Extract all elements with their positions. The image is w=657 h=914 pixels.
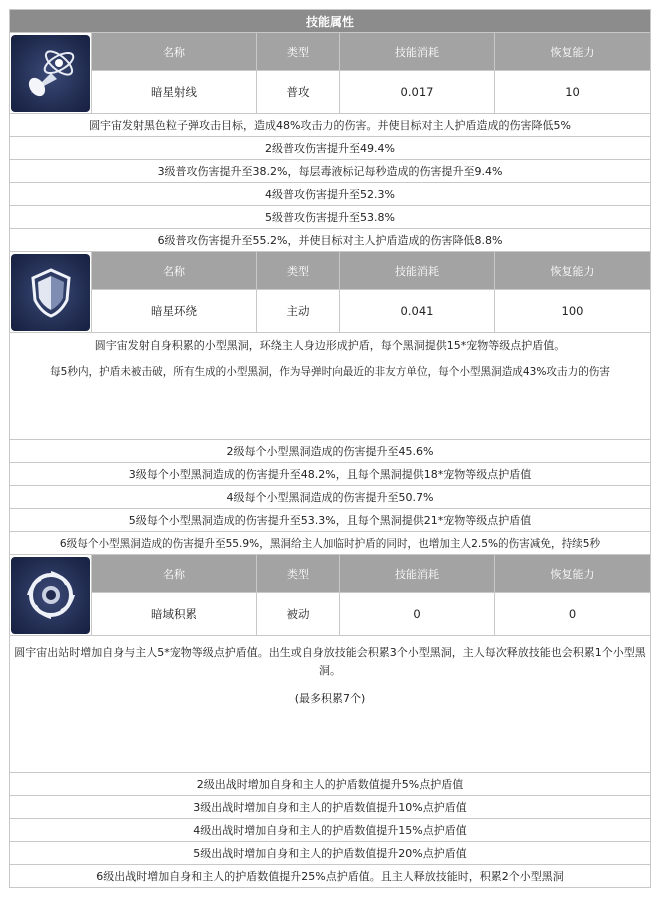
skill-2-level-6: 6级每个小型黑洞造成的伤害提升至55.9%，黑洞给主人加临时护盾的同时，也增加主人2.5%的伤害减免，持续5秒 (10, 532, 651, 555)
header-recover: 恢复能力 (495, 252, 651, 290)
skill-2-desc-line-1: 圆宇宙发射自身积累的小型黑洞，环绕主人身边形成护盾，每个黑洞提供15*宠物等级点护盾值。 (94, 339, 566, 352)
skill-1-type: 普攻 (257, 71, 340, 114)
skill-2-icon-cell (10, 252, 92, 333)
skill-3-type: 被动 (257, 593, 340, 636)
shield-orbit-icon (11, 254, 90, 331)
skill-3-desc-line-1: 圆宇宙出站时增加自身与主人5*宠物等级点护盾值。出生或自身放技能会积累3个小型黑洞，主人每次释放技能也会积累1个小型黑洞。 (14, 646, 646, 677)
skill-1-recover: 10 (495, 71, 651, 114)
header-name: 名称 (92, 33, 257, 71)
header-cost: 技能消耗 (340, 555, 495, 593)
skill-1-level-6: 6级普攻伤害提升至55.2%，并使目标对主人护盾造成的伤害降低8.8% (10, 229, 651, 252)
skill-2-level-3: 3级每个小型黑洞造成的伤害提升至48.2%，且每个黑洞提供18*宠物等级点护盾值 (10, 463, 651, 486)
skill-3-level-6: 6级出战时增加自身和主人的护盾数值提升25%点护盾值。且主人释放技能时，积累2个小型黑洞 (10, 865, 651, 888)
skill-2-type: 主动 (257, 290, 340, 333)
skill-2-name: 暗星环绕 (92, 290, 257, 333)
dark-star-ray-icon (11, 35, 90, 112)
skill-1-cost: 0.017 (340, 71, 495, 114)
skill-2-level-2: 2级每个小型黑洞造成的伤害提升至45.6% (10, 440, 651, 463)
skill-1-icon-cell (10, 33, 92, 114)
skill-3-level-2: 2级出战时增加自身和主人的护盾数值提升5%点护盾值 (10, 773, 651, 796)
skill-3-desc (10, 636, 651, 773)
skill-3-recover: 0 (495, 593, 651, 636)
skill-1-level-3: 3级普攻伤害提升至38.2%，每层毒液标记每秒造成的伤害提升至9.4% (10, 160, 651, 183)
dark-domain-icon (11, 557, 90, 634)
header-name: 名称 (92, 555, 257, 593)
header-recover: 恢复能力 (495, 555, 651, 593)
skill-2-level-5: 5级每个小型黑洞造成的伤害提升至53.3%，且每个黑洞提供21*宠物等级点护盾值 (10, 509, 651, 532)
header-type: 类型 (257, 33, 340, 71)
skill-1-level-2: 2级普攻伤害提升至49.4% (10, 137, 651, 160)
table-title: 技能属性 (10, 10, 651, 33)
skill-3-cost: 0 (340, 593, 495, 636)
skill-3-desc-line-2: (最多积累7个) (294, 692, 366, 705)
skill-3-level-5: 5级出战时增加自身和主人的护盾数值提升20%点护盾值 (10, 842, 651, 865)
skill-1-desc: 圆宇宙发射黑色粒子弹攻击目标，造成48%攻击力的伤害。并使目标对主人护盾造成的伤害降低5% (10, 114, 651, 137)
skill-1-level-5: 5级普攻伤害提升至53.8% (10, 206, 651, 229)
header-cost: 技能消耗 (340, 252, 495, 290)
header-type: 类型 (257, 555, 340, 593)
skill-3-level-4: 4级出战时增加自身和主人的护盾数值提升15%点护盾值 (10, 819, 651, 842)
skill-attributes-panel (9, 9, 650, 888)
skill-1-level-4: 4级普攻伤害提升至52.3% (10, 183, 651, 206)
header-type: 类型 (257, 252, 340, 290)
skill-2-cost: 0.041 (340, 290, 495, 333)
skill-3-level-3: 3级出战时增加自身和主人的护盾数值提升10%点护盾值 (10, 796, 651, 819)
header-cost: 技能消耗 (340, 33, 495, 71)
skill-2-desc (10, 333, 651, 440)
skill-2-desc-line-2: 每5秒内，护盾未被击破，所有生成的小型黑洞，作为导弹时向最近的非友方单位，每个小型黑洞造成43%攻击力的伤害 (50, 366, 610, 378)
skill-table (9, 9, 651, 888)
skill-2-recover: 100 (495, 290, 651, 333)
header-recover: 恢复能力 (495, 33, 651, 71)
skill-2-level-4: 4级每个小型黑洞造成的伤害提升至50.7% (10, 486, 651, 509)
skill-3-name: 暗域积累 (92, 593, 257, 636)
skill-3-icon-cell (10, 555, 92, 636)
header-name: 名称 (92, 252, 257, 290)
skill-1-name: 暗星射线 (92, 71, 257, 114)
